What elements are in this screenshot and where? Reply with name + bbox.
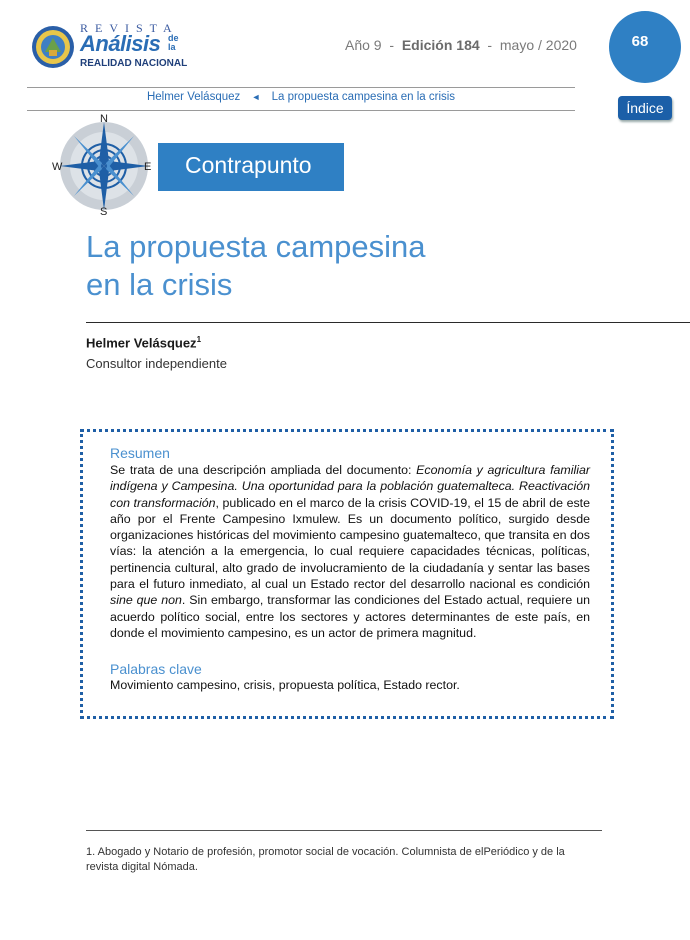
edition-separator: -	[487, 37, 493, 53]
index-button[interactable]: Índice	[618, 96, 672, 120]
running-head-title: La propuesta campesina en la crisis	[271, 91, 456, 103]
logo-realidad-text: REALIDAD NACIONAL	[80, 58, 188, 69]
edition-year: Año 9	[345, 37, 382, 53]
compass-s: S	[100, 206, 108, 216]
header-rule-bottom	[27, 110, 575, 111]
compass-n: N	[100, 113, 108, 125]
running-head	[27, 91, 575, 103]
compass-e: E	[144, 161, 152, 173]
logo-analisis-text: Análisis	[80, 31, 161, 56]
logo-dela-text: de la	[168, 33, 179, 52]
article-title-line: La propuesta campesina	[86, 229, 426, 264]
running-head-author: Helmer Velásquez	[146, 91, 241, 103]
edition-info	[345, 37, 577, 53]
header-rule-top	[27, 87, 575, 88]
keywords-list: Movimiento campesino, crisis, propuesta política, Estado rector.	[110, 678, 460, 692]
abstract-text: , publicado en el marco de la crisis COVID-19, el 15 de abril de este año por el Frente Campesino Ixmulew. Es un documento político, surgido desde organizaciones históricas del movimiento campesino guatemalteco, que transita en dos vías: la atención a la emergencia, lo cual requiere capacidades técnicas, políticas, pertinencia cultural, alto grado de involucramiento de la ciudadanía y sentar las bases para el futuro inmediato, al cual un Estado rector del desarrollo nacional es condición	[110, 495, 590, 592]
abstract-heading: Resumen	[110, 445, 170, 461]
abstract-text: . Sin embargo, transformar las condiciones del Estado actual, requiere un acuerdo político social, entre los sectores y actores determinantes de este país, en donde el movimiento campesino, es un actor de primera magnitud.	[110, 593, 590, 640]
abstract-italic-title: Economía y agricultura familiar indígena y Campesina. Una oportunidad para la población guatemalteca. Reactivación con transformación	[110, 463, 591, 510]
author-affiliation: Consultor independiente	[86, 356, 227, 371]
edition-date: mayo / 2020	[499, 37, 577, 53]
article-title	[86, 228, 646, 304]
left-arrow-icon: ◄	[251, 92, 261, 102]
section-label: Contrapunto	[185, 152, 312, 178]
author-rule	[86, 322, 690, 323]
author-footnote-marker: 1	[196, 335, 202, 344]
article-title-line: en la crisis	[86, 267, 233, 302]
compass-rose-icon	[52, 112, 156, 216]
page-number: 68	[631, 33, 649, 50]
keywords-heading: Palabras clave	[110, 661, 202, 677]
author-name-text: Helmer Velásquez	[86, 335, 197, 351]
author-name	[86, 335, 201, 350]
edition-separator: -	[389, 37, 395, 53]
abstract-text: Se trata de una descripción ampliada del documento:	[110, 463, 417, 477]
footnote-rule	[86, 830, 602, 831]
edition-issue: Edición 184	[401, 37, 480, 53]
university-seal-icon	[31, 22, 75, 72]
compass-w: W	[52, 161, 63, 173]
abstract-italic-phrase: sine que non	[110, 593, 182, 608]
abstract-body	[110, 462, 590, 641]
footnote: 1. Abogado y Notario de profesión, promotor social de vocación. Columnista de elPeriódico y de la revista digital Nómada.	[86, 846, 565, 873]
logo-revista-text: REVISTA	[80, 21, 179, 35]
